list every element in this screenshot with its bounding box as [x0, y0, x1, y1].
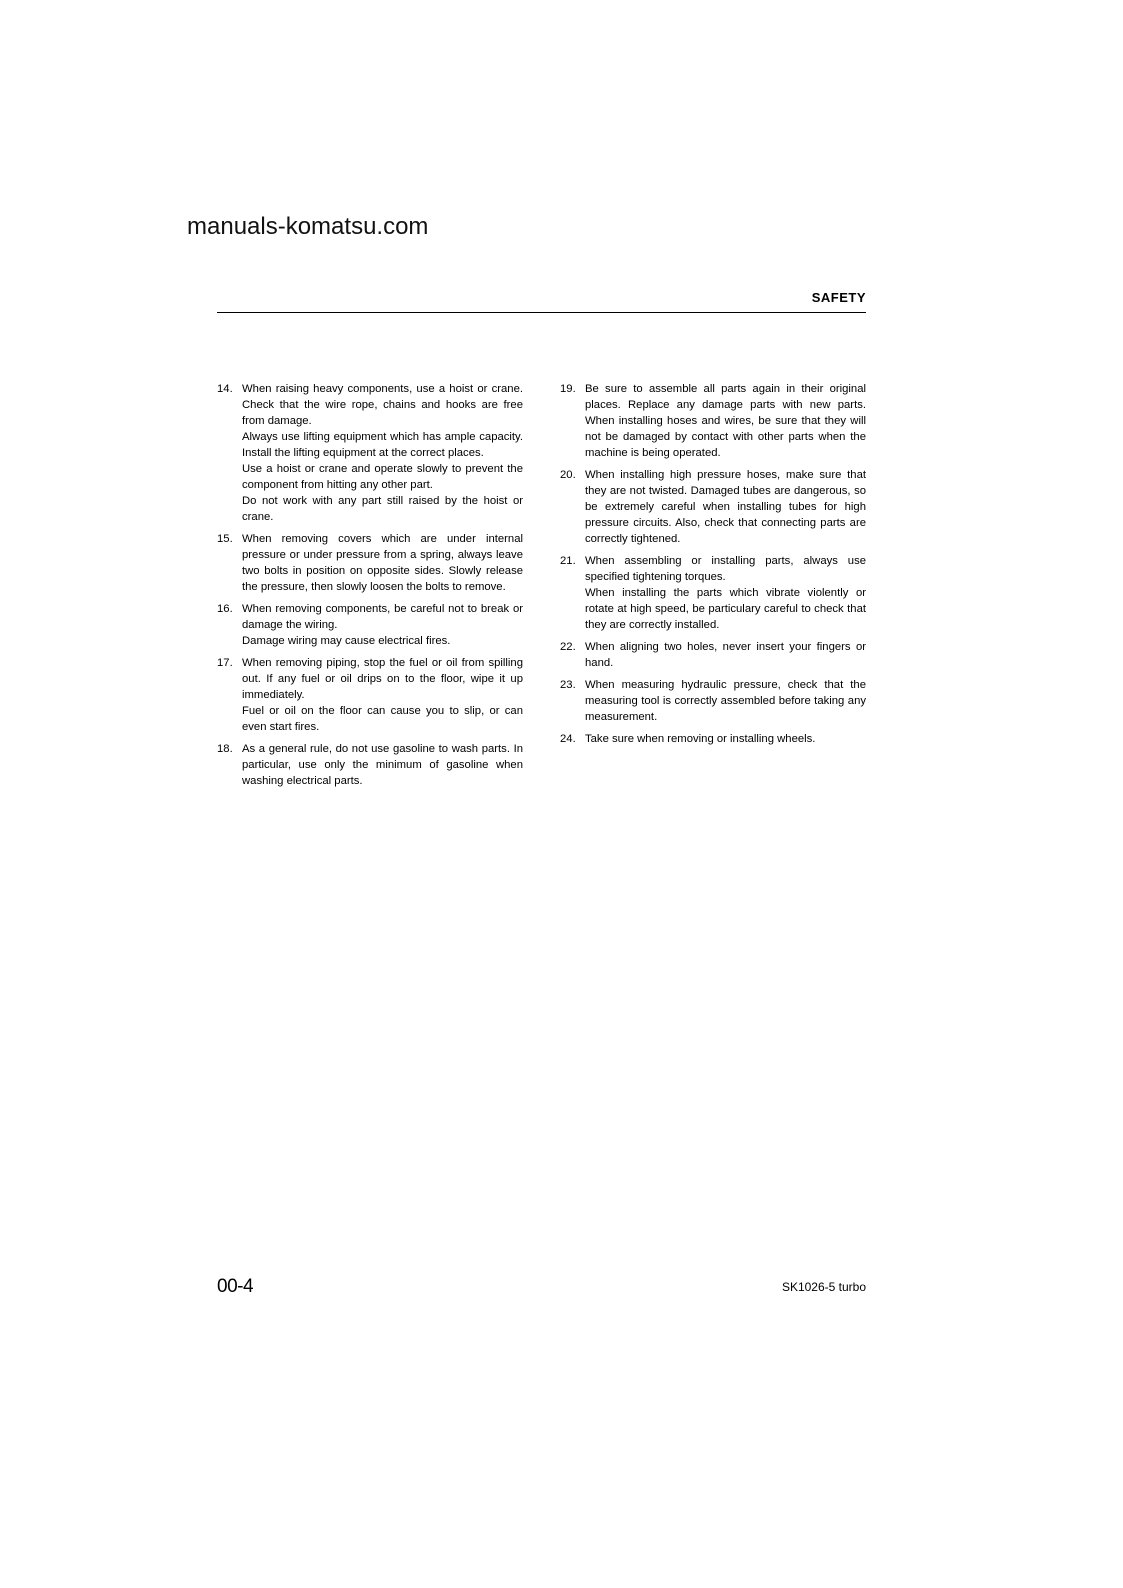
item-paragraph: When measuring hydraulic pressure, check that the measuring tool is correctly assembled before taking any measurement. [585, 679, 866, 723]
item-paragraph: Do not work with any part still raised by the hoist or crane. [242, 495, 523, 523]
item-body [242, 741, 523, 789]
item-number: 23. [560, 679, 576, 691]
item-number: 15. [217, 533, 233, 545]
item-number: 19. [560, 383, 576, 395]
list-item [217, 601, 523, 649]
item-body [585, 381, 866, 461]
header-divider [217, 312, 866, 313]
list-item [217, 655, 523, 735]
item-number: 17. [217, 657, 233, 669]
item-paragraph: Take sure when removing or installing wheels. [585, 733, 816, 745]
item-paragraph: Always use lifting equipment which has ample capacity. Install the lifting equipment at the correct places. [242, 431, 523, 459]
list-item [560, 731, 866, 747]
item-paragraph: Use a hoist or crane and operate slowly to prevent the component from hitting any other part. [242, 463, 523, 491]
item-body [585, 731, 866, 747]
item-paragraph: Be sure to assemble all parts again in their original places. Replace any damage parts with new parts. When installing hoses and wires, be sure that they will not be damaged by contact with other parts when the machine is being operated. [585, 383, 866, 459]
list-item [560, 639, 866, 671]
item-paragraph: When installing high pressure hoses, make sure that they are not twisted. Damaged tubes are dangerous, so be extremely careful when installing tubes for high pressure circuits. Also, check that connecting parts are correctly tightened. [585, 469, 866, 545]
list-item [217, 531, 523, 595]
item-paragraph: As a general rule, do not use gasoline to wash parts. In particular, use only the minimum of gasoline when washing electrical parts. [242, 743, 523, 787]
item-paragraph: When installing the parts which vibrate violently or rotate at high speed, be particulary careful to check that they are correctly installed. [585, 587, 866, 631]
item-body [242, 381, 523, 525]
item-number: 16. [217, 603, 233, 615]
item-number: 24. [560, 733, 576, 745]
item-number: 18. [217, 743, 233, 755]
list-item [560, 381, 866, 461]
left-column [217, 381, 523, 795]
item-body [242, 655, 523, 735]
item-body [585, 553, 866, 633]
item-number: 22. [560, 641, 576, 653]
item-number: 21. [560, 555, 576, 567]
item-body [242, 531, 523, 595]
item-paragraph: When removing piping, stop the fuel or oil from spilling out. If any fuel or oil drips on to the floor, wipe it up immediately. [242, 657, 523, 701]
item-paragraph: When removing components, be careful not to break or damage the wiring. [242, 603, 523, 631]
item-body [585, 677, 866, 725]
watermark-text: manuals-komatsu.com [187, 213, 429, 240]
page-number: 00-4 [217, 1276, 254, 1297]
item-paragraph: When aligning two holes, never insert your fingers or hand. [585, 641, 866, 669]
item-number: 20. [560, 469, 576, 481]
item-body [242, 601, 523, 649]
right-column [560, 381, 866, 753]
item-paragraph: When assembling or installing parts, always use specified tightening torques. [585, 555, 866, 583]
item-paragraph: Damage wiring may cause electrical fires. [242, 635, 451, 647]
item-body [585, 639, 866, 671]
item-paragraph: When removing covers which are under internal pressure or under pressure from a spring, always leave two bolts in position on opposite sides. Slowly release the pressure, then slowly loosen the bolts to remove. [242, 533, 523, 593]
item-number: 14. [217, 383, 233, 395]
item-paragraph: Fuel or oil on the floor can cause you to slip, or can even start fires. [242, 705, 523, 733]
section-title: SAFETY [811, 290, 866, 305]
list-item [560, 553, 866, 633]
list-item [217, 741, 523, 789]
item-body [585, 467, 866, 547]
item-paragraph: When raising heavy components, use a hoist or crane. Check that the wire rope, chains and hooks are free from damage. [242, 383, 523, 427]
list-item [560, 677, 866, 725]
list-item [217, 381, 523, 525]
list-item [560, 467, 866, 547]
model-name: SK1026-5 turbo [781, 1280, 866, 1294]
